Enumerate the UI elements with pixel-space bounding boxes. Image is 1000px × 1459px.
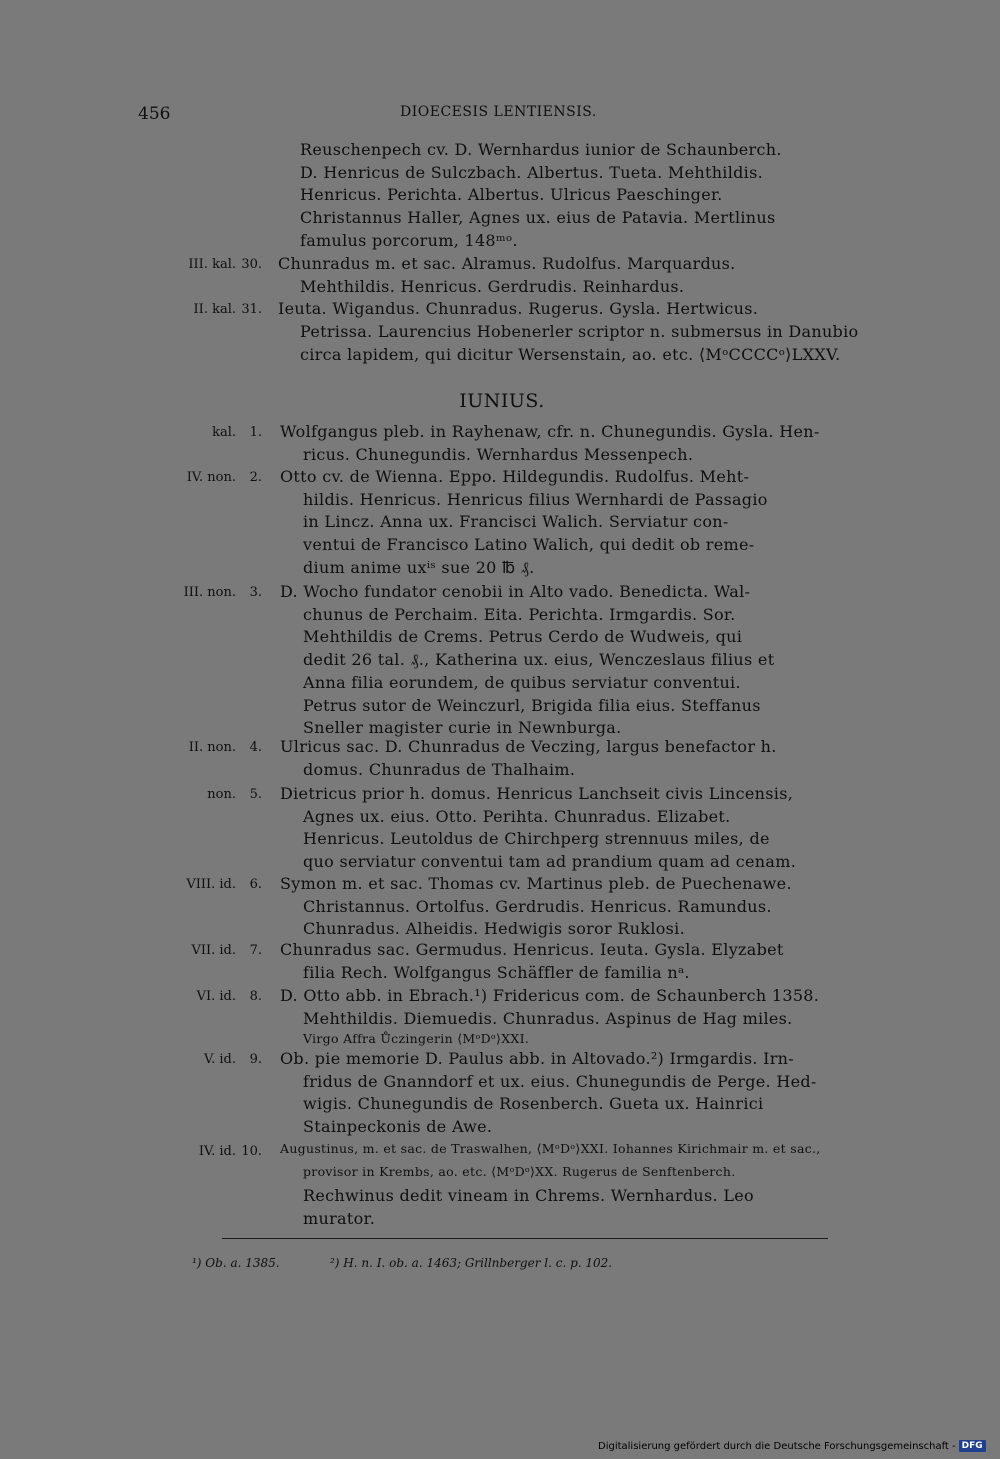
- text-line: Chunradus m. et sac. Alramus. Rudolfus. Marquardus.: [278, 254, 736, 273]
- entry-date: IV. non.: [186, 470, 236, 485]
- entry-date: kal.: [212, 425, 236, 440]
- footnote-rule: [222, 1238, 828, 1239]
- running-title: DIOECESIS LENTIENSIS.: [400, 104, 597, 120]
- text-line: Virgo Affra Ůczingerin ⟨MᵒDᵒ⟩XXI.: [303, 1031, 530, 1047]
- entry-number: 6.: [249, 877, 262, 892]
- entry-date: II. kal.: [193, 302, 236, 318]
- entry-number: 9.: [249, 1052, 262, 1067]
- text-line: Agnes ux. eius. Otto. Perihta. Chunradus. Elizabet.: [303, 806, 731, 826]
- text-line: filia Rech. Wolfgangus Schäffler de familia nᵃ.: [303, 962, 690, 982]
- text-line: Otto cv. de Wienna. Eppo. Hildegundis. Rudolfus. Meht-: [280, 467, 750, 486]
- text-line: Christannus. Ortolfus. Gerdrudis. Henricus. Ramundus.: [303, 896, 772, 916]
- text-line: Chunradus sac. Germudus. Henricus. Ieuta. Gysla. Elyzabet: [280, 940, 784, 959]
- entry-number: 10.: [241, 1144, 262, 1159]
- text-line: quo serviatur conventui tam ad prandium quam ad cenam.: [303, 852, 797, 872]
- text-line: D. Henricus de Sulczbach. Albertus. Tueta. Mehthildis.: [300, 162, 763, 182]
- text-line: Ob. pie memorie D. Paulus abb. in Altovado.²) Irmgardis. Irn-: [280, 1049, 794, 1068]
- text-line: Henricus. Leutoldus de Chirchperg strennuus miles, de: [303, 829, 770, 849]
- credit-bar: [598, 1440, 986, 1452]
- text-line: dium anime uxⁱˢ sue 20 ℔ ₰.: [303, 557, 535, 577]
- entry-number: 8.: [249, 989, 262, 1004]
- entry-number: 7.: [249, 943, 262, 958]
- text-line: Anna filia eorundem, de quibus serviatur conventui.: [303, 672, 741, 692]
- text-line: Mehthildis. Henricus. Gerdrudis. Reinhardus.: [300, 276, 685, 296]
- text-line: Christannus Haller, Agnes ux. eius de Patavia. Mertlinus: [300, 208, 776, 228]
- entry-date: V. id.: [204, 1052, 236, 1067]
- text-line: Mehthildis. Diemuedis. Chunradus. Aspinus de Hag miles.: [303, 1008, 793, 1028]
- credit-text: Digitalisierung gefördert durch die Deutsche Forschungsgemeinschaft -: [598, 1440, 956, 1452]
- text-line: Reuschenpech cv. D. Wernhardus iunior de Schaunberch.: [300, 140, 782, 159]
- entry-number: 4.: [249, 740, 262, 755]
- text-line: D. Otto abb. in Ebrach.¹) Fridericus com. de Schaunberch 1358.: [280, 986, 820, 1005]
- entry-number: 31.: [241, 302, 262, 318]
- footnote-2: ²) H. n. I. ob. a. 1463; Grillnberger l. c. p. 102.: [330, 1256, 613, 1270]
- text-line: Sneller magister curie in Newnburga.: [303, 718, 622, 738]
- text-line: domus. Chunradus de Thalhaim.: [303, 759, 576, 779]
- text-line: wigis. Chunegundis de Rosenberch. Gueta ux. Hainrici: [303, 1094, 764, 1114]
- entry-date: VII. id.: [191, 943, 236, 958]
- entry-date: VI. id.: [196, 989, 236, 1004]
- entry-date: VIII. id.: [186, 877, 236, 892]
- text-line: famulus porcorum, 148ᵐᵒ.: [300, 230, 518, 250]
- text-line: Dietricus prior h. domus. Henricus Lanchseit civis Lincensis,: [280, 784, 794, 803]
- text-line: Ieuta. Wigandus. Chunradus. Rugerus. Gysla. Hertwicus.: [278, 299, 759, 319]
- text-line: dedit 26 tal. ₰., Katherina ux. eius, Wenczeslaus filius et: [303, 650, 775, 670]
- text-line: Stainpeckonis de Awe.: [303, 1117, 493, 1137]
- entry-number: 5.: [249, 787, 262, 802]
- text-line: in Lincz. Anna ux. Francisci Walich. Serviatur con-: [303, 512, 729, 532]
- text-line: chunus de Perchaim. Eita. Perichta. Irmgardis. Sor.: [303, 604, 736, 624]
- text-line: ricus. Chunegundis. Wernhardus Messenpech.: [303, 444, 694, 464]
- text-line: Rechwinus dedit vineam in Chrems. Wernhardus. Leo: [303, 1186, 754, 1206]
- text-line: Chunradus. Alheidis. Hedwigis soror Ruklosi.: [303, 919, 685, 939]
- text-line: murator.: [303, 1209, 376, 1229]
- text-line: circa lapidem, qui dicitur Wersenstain, ao. etc. ⟨MᵒCCCCᵒ⟩LXXV.: [300, 344, 841, 364]
- entry-date: III. kal.: [188, 257, 236, 272]
- entry-number: 1.: [249, 425, 262, 440]
- entry-date: III. non.: [183, 585, 236, 600]
- dfg-logo: DFG: [959, 1440, 986, 1452]
- entry-number: 30.: [241, 257, 262, 272]
- text-line: Symon m. et sac. Thomas cv. Martinus pleb. de Puechenawe.: [280, 874, 792, 893]
- text-line: provisor in Krembs, ao. etc. ⟨MᵒDᵒ⟩XX. Rugerus de Senftenberch.: [303, 1163, 736, 1179]
- text-line: Henricus. Perichta. Albertus. Ulricus Paeschinger.: [300, 185, 723, 205]
- section-heading: IUNIUS.: [459, 390, 545, 412]
- text-line: Ulricus sac. D. Chunradus de Veczing, largus benefactor h.: [280, 737, 777, 756]
- text-line: Petrus sutor de Weinczurl, Brigida filia eius. Steffanus: [303, 695, 761, 715]
- text-line: Wolfgangus pleb. in Rayhenaw, cfr. n. Chunegundis. Gysla. Hen-: [280, 422, 820, 441]
- text-line: Augustinus, m. et sac. de Traswalhen, ⟨MᵒDᵒ⟩XXI. Iohannes Kirichmair m. et sac.,: [280, 1141, 821, 1156]
- footnote-1: ¹) Ob. a. 1385.: [192, 1256, 280, 1270]
- text-line: fridus de Gnanndorf et ux. eius. Chunegundis de Perge. Hed-: [303, 1071, 817, 1091]
- text-line: Mehthildis de Crems. Petrus Cerdo de Wudweis, qui: [303, 627, 743, 647]
- text-line: D. Wocho fundator cenobii in Alto vado. Benedicta. Wal-: [280, 582, 751, 601]
- text-line: Petrissa. Laurencius Hobenerler scriptor n. submersus in Danubio: [300, 322, 859, 342]
- page-number: 456: [138, 104, 171, 124]
- text-line: ventui de Francisco Latino Walich, qui dedit ob reme-: [303, 535, 755, 555]
- text-line: hildis. Henricus. Henricus filius Wernhardi de Passagio: [303, 489, 768, 509]
- entry-date: IV. id.: [198, 1144, 236, 1159]
- entry-number: 3.: [249, 585, 262, 600]
- entry-date: non.: [207, 787, 236, 802]
- entry-date: II. non.: [188, 740, 236, 755]
- entry-number: 2.: [249, 470, 262, 485]
